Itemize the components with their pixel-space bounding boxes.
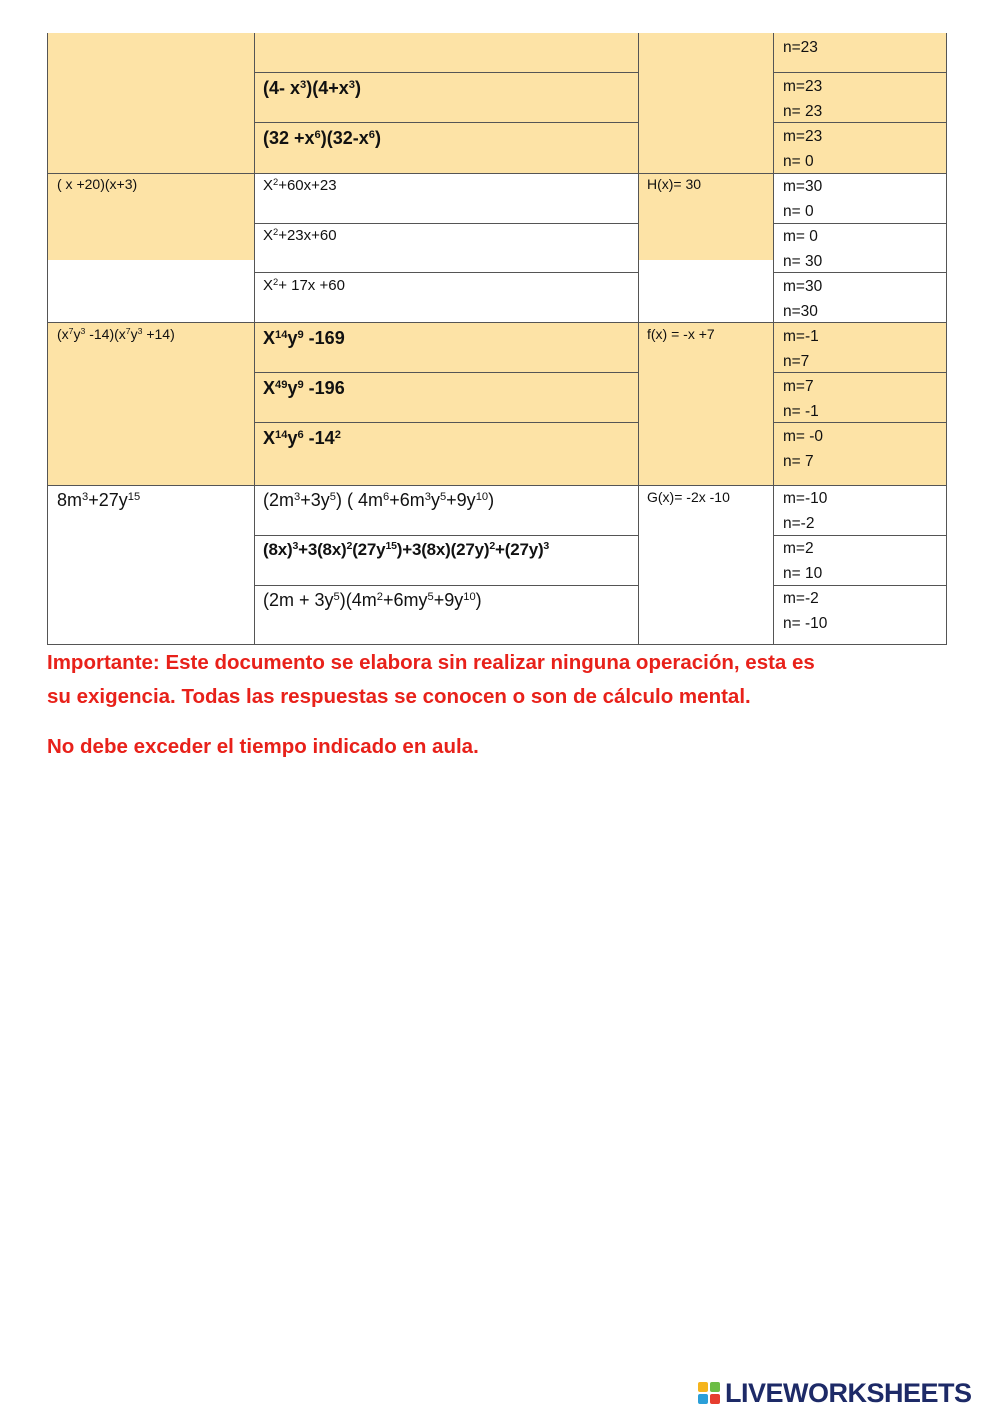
border-right — [946, 33, 947, 645]
logo-mark-square — [710, 1394, 720, 1404]
expression-cell: ( x +20)(x+3) — [57, 176, 138, 192]
answer-option[interactable]: $X^{49}y^9$ -196 — [263, 378, 345, 398]
row-divider — [254, 422, 638, 423]
expression-cell: $8m^3+27y^{15}$ — [57, 490, 141, 510]
logo-mark-square — [698, 1382, 708, 1392]
column-divider-1 — [254, 33, 255, 645]
logo-mark-square — [710, 1382, 720, 1392]
function-cell: f(x) = -x +7 — [647, 326, 715, 342]
answer-option[interactable]: $(2m + 3y^5)(4m^2+6my^5+9y^{10})$ — [263, 590, 482, 610]
expression-cell: ($x^7y^3$ $-14)(x^7y^3 +14)$ — [57, 326, 175, 342]
column-divider-2 — [638, 33, 639, 645]
mn-cell: m=2 n= 10 — [783, 540, 823, 582]
border-bottom — [47, 644, 947, 645]
row-divider — [254, 72, 638, 73]
answer-option[interactable]: $(2m^3+3y^5)$ ( $4m^6+6m^3y^5+9y^{10}$) — [263, 490, 495, 510]
mn-cell: m=-2 n= -10 — [783, 590, 828, 632]
mn-cell: m=-10 n=-2 — [783, 490, 828, 532]
answer-option[interactable]: (4- $x^3)(4+x^3)$ — [263, 78, 361, 98]
mn-cell: m=30 n=30 — [783, 278, 823, 320]
row-divider — [254, 122, 638, 123]
answer-option[interactable]: $X^2+ 17x +60$ — [263, 276, 345, 294]
answer-option[interactable]: $(32 +x^6)(32-x^6)$ — [263, 128, 381, 148]
column-divider-3 — [773, 33, 774, 645]
liveworksheets-logo[interactable] — [698, 1376, 972, 1410]
mn-cell: m= 0 n= 30 — [783, 228, 823, 270]
important-note-line-1: Importante: Este documento se elabora sin realizar ninguna operación, esta es — [47, 651, 815, 674]
answer-option[interactable]: $X^2+23x+60$ — [263, 226, 337, 244]
logo-mark-square — [698, 1394, 708, 1404]
time-note: No debe exceder el tiempo indicado en aula. — [47, 735, 479, 758]
border-left — [47, 33, 48, 645]
logo-wordmark: LIVEWORKSHEETS — [725, 1377, 972, 1408]
row-divider — [254, 372, 638, 373]
mn-cell: m= -0 n= 7 — [783, 428, 824, 470]
mn-cell: m=23 n= 23 — [783, 78, 823, 120]
mn-cell: n=23 — [783, 39, 818, 56]
answer-option[interactable]: $X^{14}y^9$ -169 — [263, 328, 345, 348]
answer-option[interactable]: $X^2+60x+23$ — [263, 176, 337, 194]
answer-option[interactable]: $X^{14}y^6$ $-14^2$ — [263, 428, 341, 448]
important-note-line-2: su exigencia. Todas las respuestas se conocen o son de cálculo mental. — [47, 685, 751, 708]
mn-cell: m=7 n= -1 — [783, 378, 819, 420]
mn-cell: m=30 n= 0 — [783, 178, 823, 220]
function-cell: H(x)= 30 — [647, 176, 702, 192]
liveworksheets-logo-icon — [698, 1382, 720, 1404]
function-cell: G(x)= -2x -10 — [647, 489, 730, 505]
answer-option[interactable]: $(8x)^3+3(8x)^2(27y^{15})+3(8x)(27y)^2+(27y)^3$ — [263, 540, 550, 559]
exercise-table — [47, 33, 947, 645]
row-divider — [773, 72, 946, 73]
mn-cell: m=-1 n=7 — [783, 328, 819, 370]
mn-cell: m=23 n= 0 — [783, 128, 823, 170]
